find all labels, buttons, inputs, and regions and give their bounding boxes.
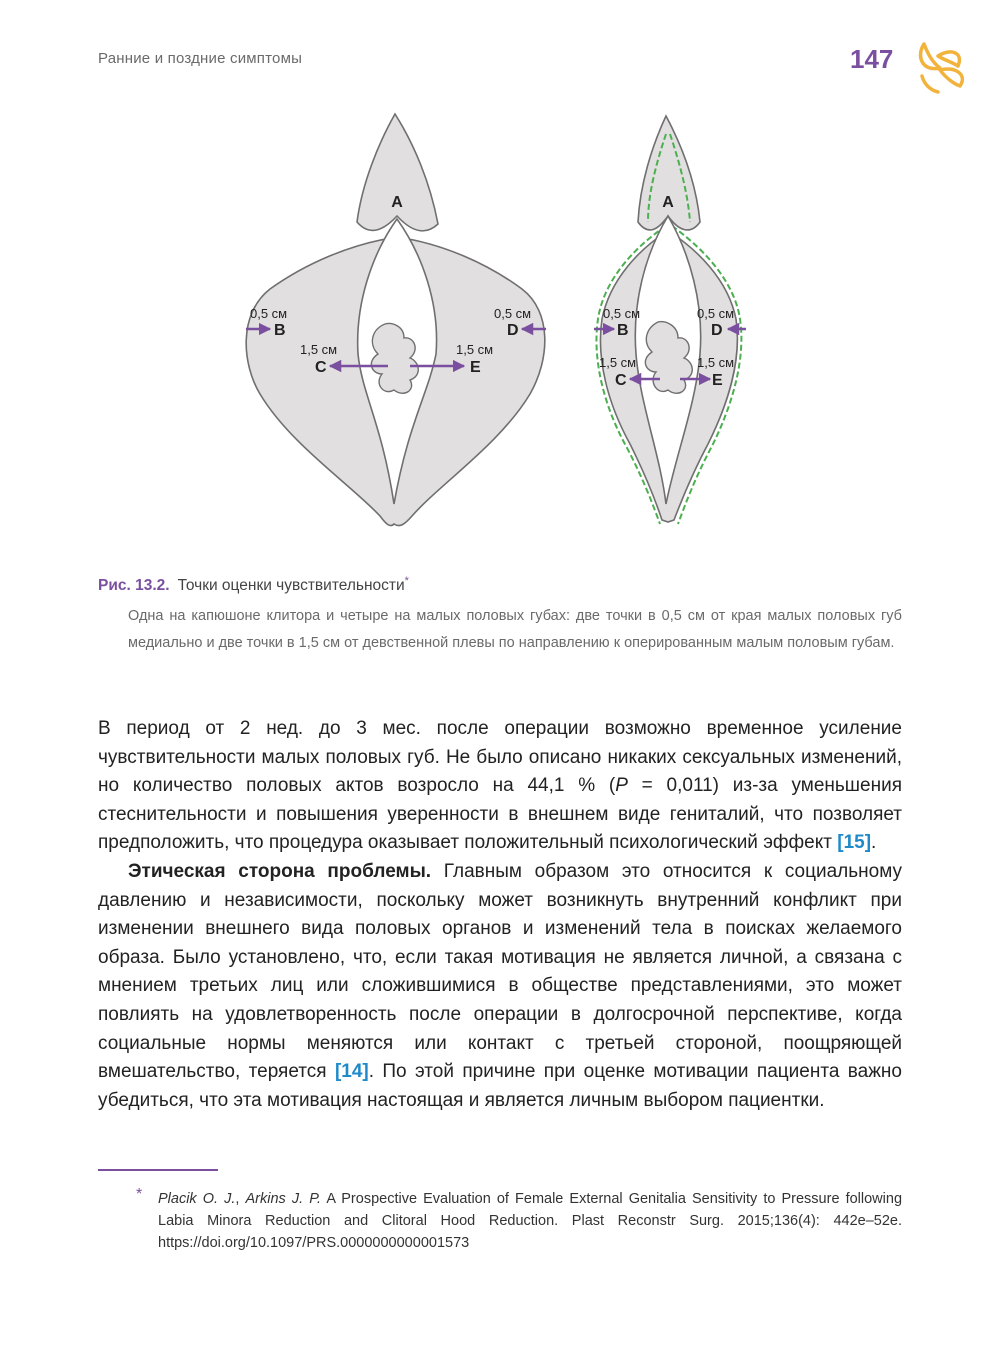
p2-end: . По этой причине при оценке мотивации пациента важно убедиться, что эта мотивация настоящая и является личным выбором пациентки. xyxy=(98,1061,902,1111)
label-d-right: D xyxy=(711,322,723,339)
p1-text: В период от 2 нед. до 3 мес. после операции возможно временное усиление чувствительности малых половых губ. Не было описано никаких сексуальных изменений, но количество половых актов возросло на 44,1 % ( xyxy=(98,718,902,797)
label-c-right: C xyxy=(615,372,627,389)
p2-lead: Этическая сторона проблемы. xyxy=(128,860,432,882)
p1-stat-var: P xyxy=(615,775,628,797)
label-e-right: E xyxy=(712,372,723,389)
distance-c-left: 1,5 см xyxy=(300,342,338,357)
footnote-author-1: Placik O. J. xyxy=(158,1191,236,1207)
figure-caption xyxy=(98,575,902,595)
paragraph-1 xyxy=(98,715,902,858)
label-d-left: D xyxy=(507,322,519,339)
page-number: 147 xyxy=(850,44,894,74)
distance-e-right: 1,5 см xyxy=(697,355,735,370)
label-b-left: B xyxy=(274,322,286,339)
right-diagram xyxy=(594,116,746,524)
distance-b-left: 0,5 см xyxy=(250,306,288,321)
distance-b-right: 0,5 см xyxy=(603,306,641,321)
label-a-right: A xyxy=(662,194,674,211)
footnote-rule xyxy=(98,1169,218,1171)
footnote-author-2: Arkins J. P. xyxy=(245,1191,322,1207)
reference-14-link[interactable]: [14] xyxy=(334,1061,369,1083)
footnote-text: A Prospective Evaluation of Female External Genitalia Sensitivity to Pressure following Labia Minora Reduction and Clitoral Hood Reduction. Plast Reconstr Surg. 2015;136(4): 442e–52e. https://doi.org/10.1097/PRS.0000000000001573 xyxy=(158,1191,903,1251)
body-text xyxy=(98,715,902,1115)
label-b-right: B xyxy=(617,322,629,339)
footnote-marker: * xyxy=(136,1186,143,1203)
p2-text: Главным образом это относится к социальному давлению и независимости, поскольку может возникнуть внутренний конфликт при изменении внешнего вида половых органов и изменений тела в поисках желаемого образа. Было установлено, что, если такая мотивация не является личной, а связана с мнением третьих лиц или сложившимися в обществе представлениями, это может повлиять на удовлетворенность после операции в долгосрочной перспективе, когда социальные нормы меняются или контакт с третьей стороной, поощряющей вмешательство, теряется xyxy=(98,860,903,1083)
running-title: Ранние и поздние симптомы xyxy=(98,50,303,67)
p1-end: . xyxy=(871,832,877,854)
left-diagram xyxy=(246,114,546,526)
sensitivity-points-figure xyxy=(0,104,1000,544)
butterfly-icon xyxy=(914,36,972,94)
footnote-separator: , xyxy=(235,1191,246,1207)
caption-title: Точки оценки чувствительности xyxy=(177,577,405,595)
caption-footnote-mark: * xyxy=(404,575,409,587)
label-a-left: A xyxy=(391,194,403,211)
paragraph-2 xyxy=(98,858,902,1115)
caption-note: Одна на капюшоне клитора и четыре на малых половых губах: две точки в 0,5 см от края малых половых губ медиально и две точки в 1,5 см от девственной плевы по направлению к оперированным малым половым губам. xyxy=(128,608,902,651)
label-c-left: C xyxy=(315,359,327,376)
p1-stat-rest: = 0,011) из-за уменьшения стеснительности и повышения уверенности в внешнем виде гениталий, что позволяет предположить, что процедура оказывает положительный психологический эффект xyxy=(98,775,902,854)
distance-c-right: 1,5 см xyxy=(599,355,637,370)
distance-d-left: 0,5 см xyxy=(494,306,532,321)
footnote xyxy=(158,1188,902,1254)
distance-e-left: 1,5 см xyxy=(456,342,494,357)
distance-d-right: 0,5 см xyxy=(697,306,735,321)
caption-label: Рис. 13.2. xyxy=(98,577,170,595)
left-clitoral-hood xyxy=(357,114,438,231)
label-e-left: E xyxy=(470,359,481,376)
reference-15-link[interactable]: [15] xyxy=(837,832,872,854)
